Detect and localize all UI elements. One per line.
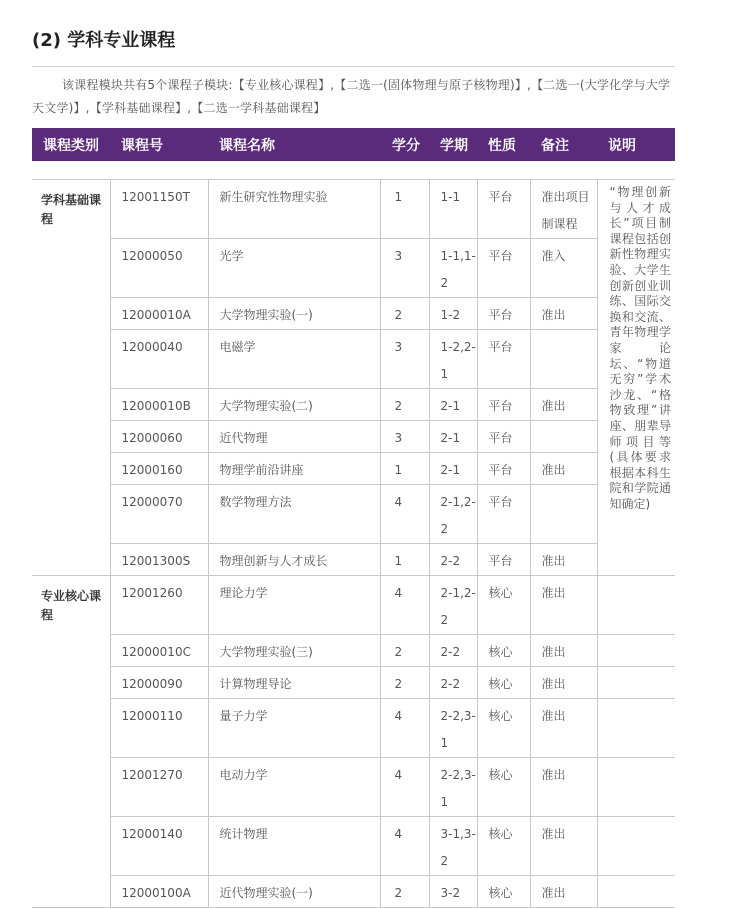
header-type: 性质 xyxy=(477,128,530,161)
course-name: 量子力学 xyxy=(208,699,380,758)
header-term: 学期 xyxy=(429,128,477,161)
course-remark: 准出项目制课程 xyxy=(530,180,597,239)
course-credits: 1 xyxy=(380,180,429,239)
course-name: 电磁学 xyxy=(208,330,380,389)
course-name: 光学 xyxy=(208,239,380,298)
course-type: 核心 xyxy=(477,817,530,876)
course-name: 近代物理实验(一) xyxy=(208,876,380,908)
course-credits: 3 xyxy=(380,239,429,298)
table-row xyxy=(32,485,675,544)
table-header-row xyxy=(32,128,675,161)
course-credits: 3 xyxy=(380,330,429,389)
course-name: 新生研究性物理实验 xyxy=(208,180,380,239)
course-credits: 1 xyxy=(380,453,429,485)
table-row xyxy=(32,667,675,699)
course-term: 2-1,2-2 xyxy=(429,485,477,544)
course-term: 1-2,2-1 xyxy=(429,330,477,389)
course-term: 1-2 xyxy=(429,298,477,330)
course-code: 12001270 xyxy=(110,758,208,817)
course-term: 2-2 xyxy=(429,667,477,699)
course-name: 理论力学 xyxy=(208,576,380,635)
course-credits: 4 xyxy=(380,485,429,544)
table-row xyxy=(32,453,675,485)
course-code: 12000010B xyxy=(110,389,208,421)
course-code: 12000070 xyxy=(110,485,208,544)
course-term: 2-2,3-1 xyxy=(429,699,477,758)
header-category: 课程类别 xyxy=(32,128,110,161)
course-remark xyxy=(530,421,597,453)
course-remark: 准入 xyxy=(530,239,597,298)
note-empty-cell xyxy=(597,699,675,758)
course-name: 大学物理实验(三) xyxy=(208,635,380,667)
course-name: 计算物理导论 xyxy=(208,667,380,699)
course-term: 2-1,2-2 xyxy=(429,576,477,635)
course-name: 近代物理 xyxy=(208,421,380,453)
table-row xyxy=(32,576,675,635)
course-term: 3-2 xyxy=(429,876,477,908)
course-type: 核心 xyxy=(477,758,530,817)
course-remark: 准出 xyxy=(530,576,597,635)
course-code: 12000060 xyxy=(110,421,208,453)
header-credits: 学分 xyxy=(380,128,429,161)
course-term: 2-1 xyxy=(429,453,477,485)
table-row xyxy=(32,421,675,453)
course-remark: 准出 xyxy=(530,876,597,908)
table-row xyxy=(32,330,675,389)
spacer-row xyxy=(32,161,675,180)
course-credits: 2 xyxy=(380,667,429,699)
table-row xyxy=(32,699,675,758)
course-remark: 准出 xyxy=(530,298,597,330)
course-type: 平台 xyxy=(477,180,530,239)
course-remark xyxy=(530,330,597,389)
header-name: 课程名称 xyxy=(208,128,380,161)
note-empty-cell xyxy=(597,758,675,817)
course-credits: 4 xyxy=(380,817,429,876)
note-empty-cell xyxy=(597,817,675,876)
course-credits: 2 xyxy=(380,389,429,421)
course-code: 12000140 xyxy=(110,817,208,876)
course-code: 12000100A xyxy=(110,876,208,908)
course-code: 12001150T xyxy=(110,180,208,239)
course-type: 平台 xyxy=(477,544,530,576)
course-name: 数学物理方法 xyxy=(208,485,380,544)
course-type: 核心 xyxy=(477,635,530,667)
course-type: 平台 xyxy=(477,389,530,421)
course-code: 12000090 xyxy=(110,667,208,699)
table-row xyxy=(32,180,675,239)
course-term: 2-1 xyxy=(429,389,477,421)
course-name: 统计物理 xyxy=(208,817,380,876)
course-remark: 准出 xyxy=(530,635,597,667)
table-row xyxy=(32,298,675,330)
course-code: 12001260 xyxy=(110,576,208,635)
course-term: 1-1 xyxy=(429,180,477,239)
course-type: 核心 xyxy=(477,667,530,699)
course-credits: 4 xyxy=(380,576,429,635)
course-remark: 准出 xyxy=(530,389,597,421)
table-row xyxy=(32,635,675,667)
course-term: 1-1,1-2 xyxy=(429,239,477,298)
table-row xyxy=(32,817,675,876)
course-code: 12000010C xyxy=(110,635,208,667)
course-type: 平台 xyxy=(477,298,530,330)
course-credits: 4 xyxy=(380,758,429,817)
course-type: 核心 xyxy=(477,876,530,908)
course-type: 核心 xyxy=(477,699,530,758)
course-type: 核心 xyxy=(477,576,530,635)
course-code: 12000010A xyxy=(110,298,208,330)
note-empty-cell xyxy=(597,635,675,667)
course-credits: 2 xyxy=(380,635,429,667)
course-credits: 2 xyxy=(380,298,429,330)
course-remark: 准出 xyxy=(530,817,597,876)
header-remark: 备注 xyxy=(530,128,597,161)
table-row xyxy=(32,876,675,908)
course-remark: 准出 xyxy=(530,453,597,485)
course-remark: 准出 xyxy=(530,544,597,576)
course-term: 2-2,3-1 xyxy=(429,758,477,817)
course-remark: 准出 xyxy=(530,667,597,699)
course-type: 平台 xyxy=(477,421,530,453)
table-row xyxy=(32,758,675,817)
course-credits: 4 xyxy=(380,699,429,758)
course-term: 2-2 xyxy=(429,544,477,576)
course-term: 2-1 xyxy=(429,421,477,453)
course-name: 大学物理实验(二) xyxy=(208,389,380,421)
note-cell xyxy=(597,180,675,576)
course-name: 物理学前沿讲座 xyxy=(208,453,380,485)
course-type: 平台 xyxy=(477,453,530,485)
course-code: 12000110 xyxy=(110,699,208,758)
course-table xyxy=(32,128,675,908)
header-code: 课程号 xyxy=(110,128,208,161)
course-credits: 3 xyxy=(380,421,429,453)
course-name: 大学物理实验(一) xyxy=(208,298,380,330)
course-code: 12001300S xyxy=(110,544,208,576)
course-remark: 准出 xyxy=(530,699,597,758)
header-note: 说明 xyxy=(597,128,675,161)
section-intro: 该课程模块共有5个课程子模块:【专业核心课程】,【二选一(固体物理与原子核物理)】,【二选一(大学化学与大学天文学)】,【学科基础课程】,【二选一学科基础课程】 xyxy=(32,78,671,115)
course-code: 12000050 xyxy=(110,239,208,298)
category-core: 专业核心课程 xyxy=(32,576,110,908)
course-term: 3-1,3-2 xyxy=(429,817,477,876)
course-type: 平台 xyxy=(477,239,530,298)
course-code: 12000040 xyxy=(110,330,208,389)
course-term: 2-2 xyxy=(429,635,477,667)
table-row xyxy=(32,544,675,576)
course-type: 平台 xyxy=(477,485,530,544)
course-credits: 2 xyxy=(380,876,429,908)
table-row xyxy=(32,239,675,298)
note-text: “物理创新与人才成长”项目制课程包括创新性物理实验、大学生创新创业训练、国际交换和交流、青年物理学家论坛、“物道无穷”学术沙龙、“格物致理”讲座、朋辈导师项目等(具体要求根据本科生院和学院通知确定) xyxy=(609,185,671,511)
note-empty-cell xyxy=(597,576,675,635)
heading-divider xyxy=(32,66,675,67)
course-name: 电动力学 xyxy=(208,758,380,817)
course-name: 物理创新与人才成长 xyxy=(208,544,380,576)
course-remark: 准出 xyxy=(530,758,597,817)
course-code: 12000160 xyxy=(110,453,208,485)
course-type: 平台 xyxy=(477,330,530,389)
course-remark xyxy=(530,485,597,544)
section-heading: (2) 学科专业课程 xyxy=(32,30,176,51)
course-credits: 1 xyxy=(380,544,429,576)
note-empty-cell xyxy=(597,667,675,699)
note-empty-cell xyxy=(597,876,675,908)
table-row xyxy=(32,389,675,421)
category-foundation: 学科基础课程 xyxy=(32,180,110,576)
